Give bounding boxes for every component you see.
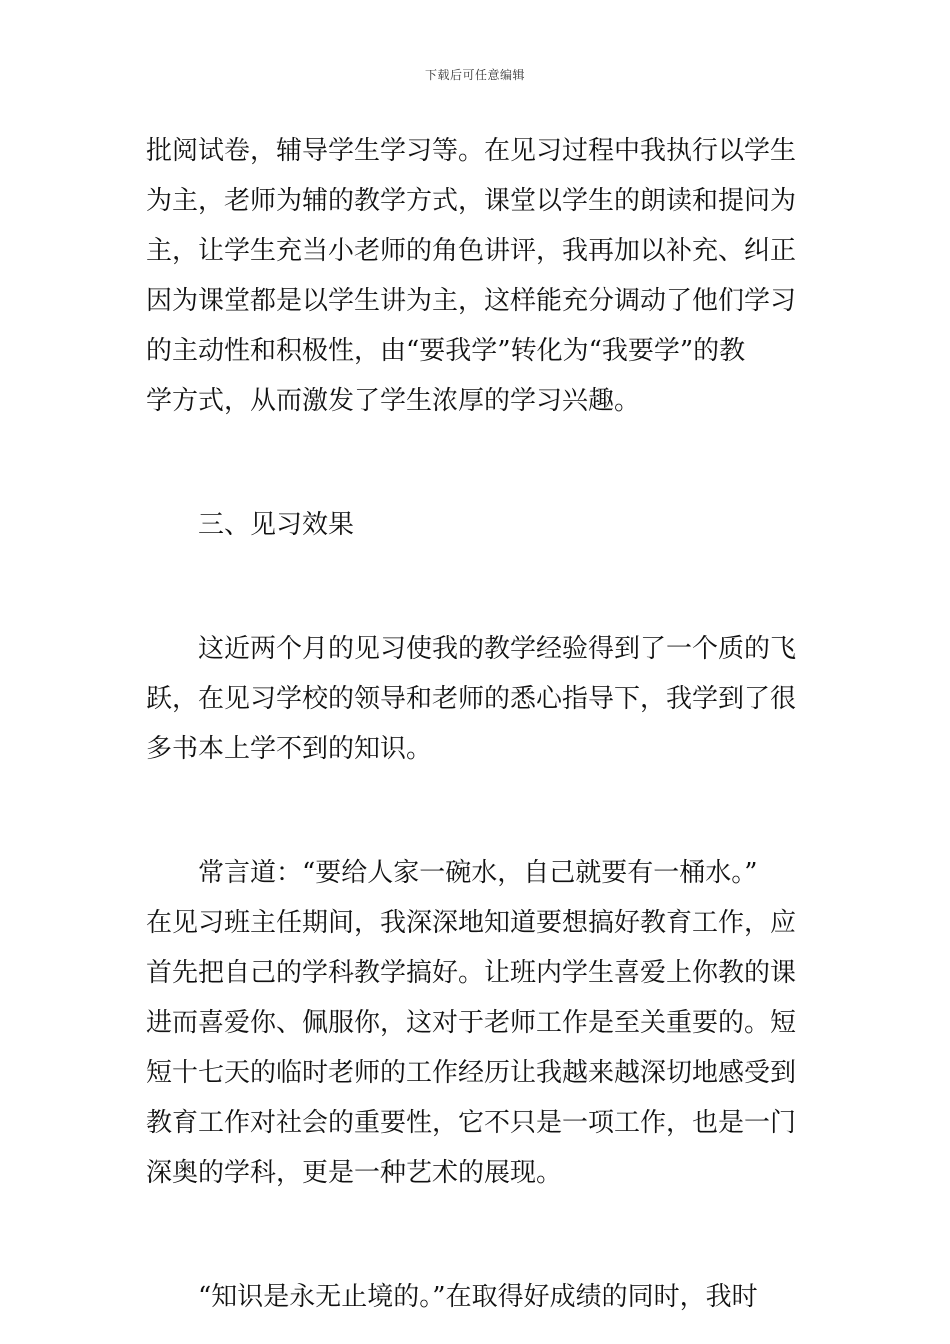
text-line: 因为课堂都是以学生讲为主，这样能充分调动了他们学习 (146, 286, 797, 316)
paragraph-spacer (146, 774, 808, 848)
text-line: 常言道：“要给人家一碗水，自己就要有一桶水。” (146, 858, 758, 888)
text-line: 进而喜爱你、佩服你，这对于老师工作是至关重要的。短 (146, 1008, 797, 1038)
text-line: 学方式，从而激发了学生浓厚的学习兴趣。 (146, 386, 641, 416)
paragraph-spacer (146, 1198, 808, 1272)
text-line: “知识是永无止境的。”在取得好成绩的同时，我时 (146, 1282, 758, 1312)
text-line: 主，让学生充当小老师的角色讲评，我再加以补充、纠正 (146, 236, 797, 266)
text-line: 这近两个月的见习使我的教学经验得到了一个质的飞 (146, 634, 797, 664)
text-line: 多书本上学不到的知识。 (146, 734, 433, 764)
paragraph-1 (146, 126, 808, 426)
page-header: 下载后可任意编辑 (424, 68, 525, 82)
paragraph-3 (146, 848, 808, 1198)
text-line: 教育工作对社会的重要性，它不只是一项工作，也是一门 (146, 1108, 797, 1138)
text-line: 首先把自己的学科教学搞好。让班内学生喜爱上你教的课 (146, 958, 797, 988)
text-line: 深奥的学科，更是一种艺术的展现。 (146, 1158, 563, 1188)
text-line: 在见习班主任期间，我深深地知道要想搞好教育工作，应 (146, 908, 797, 938)
text-line: 批阅试卷，辅导学生学习等。在见习过程中我执行以学生 (146, 136, 797, 166)
text-line: 短十七天的临时老师的工作经历让我越来越深切地感受到 (146, 1058, 797, 1088)
section-heading (146, 500, 808, 550)
heading-text: 三、见习效果 (146, 510, 355, 540)
paragraph-2 (146, 624, 808, 774)
text-line: 跃，在见习学校的领导和老师的悉心指导下，我学到了很 (146, 684, 797, 714)
paragraph-4 (146, 1272, 808, 1322)
paragraph-spacer (146, 426, 808, 500)
paragraph-spacer (146, 550, 808, 624)
text-line: 的主动性和积极性，由“要我学”转化为“我要学”的教 (146, 336, 746, 366)
document-body (146, 126, 808, 1322)
text-line: 为主，老师为辅的教学方式，课堂以学生的朗读和提问为 (146, 186, 797, 216)
